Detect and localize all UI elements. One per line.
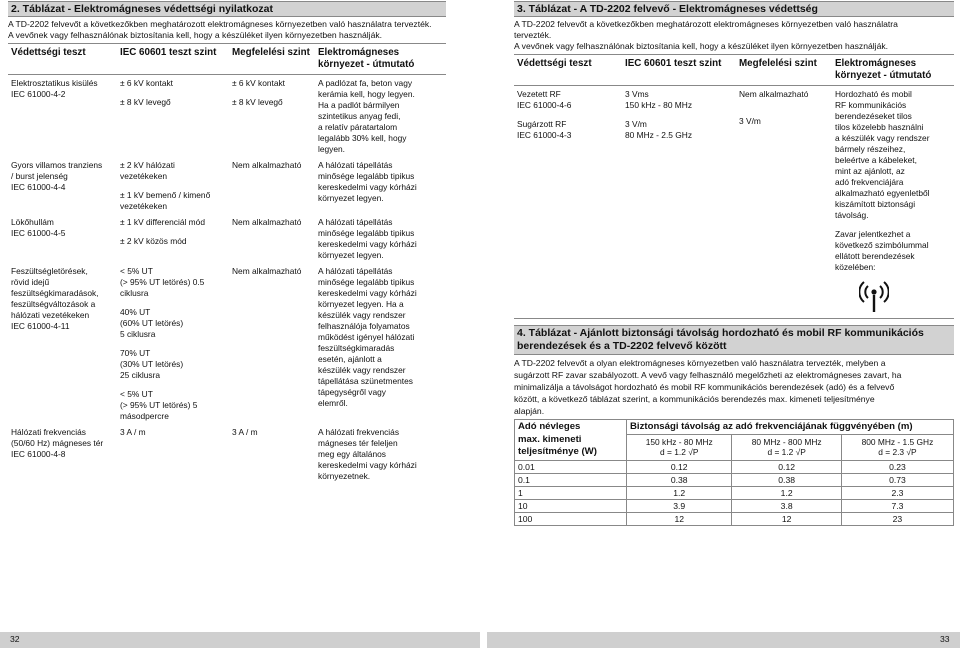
- text-line: ± 2 kV közös mód: [120, 236, 187, 246]
- cell-test: [8, 75, 117, 158]
- footer-bar: [487, 632, 960, 648]
- text-line: Vezetett RF: [517, 89, 561, 99]
- text-line: szintetikus anyag fedi,: [318, 111, 401, 121]
- band-header: [841, 434, 953, 460]
- text-line: Nem alkalmazható: [232, 217, 302, 227]
- header-compliance: Megfelelési szint: [229, 44, 315, 75]
- header-test: Védettségi teszt: [514, 55, 622, 86]
- text-line: 25 ciklusra: [120, 370, 161, 380]
- table3-title: 3. Táblázat - A TD-2202 felvevő - Elektromágneses védettség: [514, 1, 954, 17]
- text-line: kereskedelmi vagy kórházi: [318, 182, 417, 192]
- text-line: alkalmazható egyenletből: [835, 188, 930, 198]
- distance-table: [514, 419, 954, 526]
- right-page: [514, 0, 954, 648]
- text-line: 3 V/m: [739, 116, 761, 126]
- distance-cell: 3.9: [627, 499, 732, 512]
- band-formula: d = 2.3 √P: [878, 447, 917, 458]
- text-line: Zavar jelentkezhet a: [835, 229, 911, 239]
- text-line: 3 A / m: [120, 427, 146, 437]
- text-line: ± 6 kV kontakt: [232, 78, 286, 88]
- text-line: legalább 30% kell, hogy: [318, 133, 407, 143]
- text-line: RF kommunikációs: [835, 100, 907, 110]
- text-line: [120, 228, 226, 236]
- text-line: berendezéseket tilos: [835, 111, 912, 121]
- power-cell: 1: [515, 486, 627, 499]
- table-row: [515, 486, 954, 499]
- text-line: minősége legalább tipikus: [318, 228, 415, 238]
- text-line: IEC 61000-4-5: [11, 228, 66, 238]
- table-row: [515, 460, 954, 473]
- text-line: ± 2 kV hálózati: [120, 160, 175, 170]
- text-line: ± 8 kV levegő: [120, 97, 171, 107]
- header-compliance: Megfelelési szint: [736, 55, 832, 86]
- band-formula: d = 1.2 √P: [660, 447, 699, 458]
- text-line: IEC 61000-4-8: [11, 449, 66, 459]
- text-line: készülék vagy rendszer: [318, 310, 406, 320]
- text-line: Feszültségletörések,: [11, 266, 88, 276]
- text-line: környezet legyen. Ha a: [318, 299, 404, 309]
- text-line: 3 V/m: [625, 119, 647, 129]
- text-line: vezetékeken: [120, 201, 168, 211]
- text-line: Lökőhullám: [11, 217, 54, 227]
- table-row: [8, 75, 446, 158]
- intro-line: alapján.: [514, 406, 545, 416]
- distance-cell: 3.8: [732, 499, 841, 512]
- page-number: 32: [10, 634, 20, 644]
- text-line: kereskedelmi vagy kórházi: [318, 288, 417, 298]
- text-line: / burst jelenség: [11, 171, 68, 181]
- header-line: max. kimeneti: [518, 433, 582, 445]
- distance-cell: 23: [841, 512, 953, 525]
- power-cell: 10: [515, 499, 627, 512]
- text-line: ± 6 kV kontakt: [120, 78, 174, 88]
- table-row: [515, 512, 954, 525]
- cell-test: [8, 157, 117, 214]
- intro-line: A vevőnek vagy felhasználónak biztosítania kell, hogy a készüléket ilyen környezetben használják.: [8, 30, 383, 40]
- band-header: [627, 434, 732, 460]
- text-line: környezet legyen.: [318, 250, 384, 260]
- table-row: [8, 214, 446, 263]
- intro-line: sugárzott RF zavar szabályozott. A vevő vagy felhasználó megelőzheti az elektromágneses zavart, ha: [514, 370, 902, 380]
- text-line: környezetnek.: [318, 471, 371, 481]
- text-line: [625, 111, 733, 119]
- table2-title: 2. Táblázat - Elektromágneses védettségi nyilatkozat: [8, 1, 446, 17]
- text-line: hálózati vezetékeken: [11, 310, 90, 320]
- distance-cell: 0.12: [732, 460, 841, 473]
- header-iec-level: IEC 60601 teszt szint: [117, 44, 229, 75]
- text-line: másodpercre: [120, 411, 169, 421]
- cell-iec: [117, 75, 229, 158]
- text-line: < 5% UT: [120, 266, 153, 276]
- text-line: IEC 61000-4-11: [11, 321, 70, 331]
- intro-line: A TD-2202 felvevőt a következőkben meghatározott elektromágneses környezetben való használatra tervezték.: [8, 19, 432, 29]
- cell-env: [315, 263, 446, 424]
- text-line: A hálózati tápellátás: [318, 160, 393, 170]
- distance-cell: 0.38: [627, 473, 732, 486]
- text-line: működést igényel hálózati: [318, 332, 415, 342]
- text-line: kereskedelmi vagy kórházi: [318, 460, 417, 470]
- text-line: a készülék vagy rendszer: [835, 133, 930, 143]
- text-line: 3 A / m: [232, 427, 258, 437]
- text-line: [120, 340, 226, 348]
- title-line: 4. Táblázat - Ajánlott biztonsági távolság hordozható és mobil RF kommunikációs: [517, 327, 924, 339]
- table2-intro: [8, 19, 446, 44]
- rf-compliance-cell: [736, 86, 832, 319]
- text-line: környezet legyen.: [318, 193, 384, 203]
- intro-line: minimalizálja a távolságot hordozható és mobil RF kommunikációs berendezések (adó) és a felvevő: [514, 382, 895, 392]
- band-label: 800 MHz - 1.5 GHz: [861, 436, 934, 447]
- text-line: minősége legalább tipikus: [318, 277, 415, 287]
- cell-iec: [117, 424, 229, 484]
- text-line: Nem alkalmazható: [232, 160, 302, 170]
- cell-comp: [229, 214, 315, 263]
- power-cell: 100: [515, 512, 627, 525]
- band-label: 150 kHz - 80 MHz: [645, 436, 713, 447]
- text-line: kerámia kell, hogy legyen.: [318, 89, 415, 99]
- text-line: (> 95% UT letörés) 0.5: [120, 277, 205, 287]
- text-line: A hálózati frekvenciás: [318, 427, 400, 437]
- text-line: Nem alkalmazható: [232, 266, 302, 276]
- rf-iec-cell: [622, 86, 736, 319]
- band-label: 80 MHz - 800 MHz: [751, 436, 822, 447]
- text-line: minősége legalább tipikus: [318, 171, 415, 181]
- distance-header: Biztonsági távolság az adó frekvenciájának függvényében (m): [627, 420, 954, 435]
- text-line: [120, 381, 226, 389]
- band-formula: d = 1.2 √P: [767, 447, 806, 458]
- distance-cell: 1.2: [627, 486, 732, 499]
- distance-cell: 2.3: [841, 486, 953, 499]
- text-line: [120, 299, 226, 307]
- text-line: Hordozható és mobil: [835, 89, 912, 99]
- title-line: berendezések és a TD-2202 felvevő között: [517, 340, 727, 352]
- text-line: Elektrosztatikus kisülés: [11, 78, 98, 88]
- header-environment: Elektromágneses környezet - útmutató: [832, 55, 954, 86]
- rf-environment-cell: [832, 86, 954, 319]
- text-line: A padlózat fa, beton vagy: [318, 78, 413, 88]
- text-line: IEC 61000-4-6: [517, 100, 572, 110]
- distance-cell: 12: [627, 512, 732, 525]
- distance-cell: 12: [732, 512, 841, 525]
- table4-intro: [514, 357, 954, 417]
- text-line: [739, 108, 829, 116]
- environment-text: [835, 89, 951, 221]
- environment-text: [835, 229, 951, 273]
- distance-cell: 0.23: [841, 460, 953, 473]
- cell-env: [315, 214, 446, 263]
- text-line: (50/60 Hz) mágneses tér: [11, 438, 104, 448]
- cell-test: [8, 214, 117, 263]
- intro-line: A TD-2202 felvevőt a következőkben meghatározott elektromágneses környezetben való használatra: [514, 19, 898, 29]
- text-line: tápellátása szünetmentes: [318, 376, 413, 386]
- band-header: [732, 434, 841, 460]
- distance-cell: 0.73: [841, 473, 953, 486]
- cell-comp: [229, 75, 315, 158]
- text-line: A hálózati tápellátás: [318, 266, 393, 276]
- text-line: (> 95% UT letörés) 5: [120, 400, 198, 410]
- cell-env: [315, 157, 446, 214]
- text-line: tápegységről vagy: [318, 387, 386, 397]
- text-line: feszültségváltozások a: [11, 299, 96, 309]
- text-line: feszültségkimaradások,: [11, 288, 99, 298]
- distance-table-body: [515, 460, 954, 525]
- text-line: legyen.: [318, 144, 346, 154]
- header-test: Védettségi teszt: [8, 44, 117, 75]
- text-line: feszültségkimaradás: [318, 343, 395, 353]
- table-row: [8, 263, 446, 424]
- cell-iec: [117, 157, 229, 214]
- header-line: teljesítménye (W): [518, 446, 597, 457]
- text-line: ± 1 kV differenciál mód: [120, 217, 205, 227]
- text-line: bármely részeihez,: [835, 144, 906, 154]
- cell-comp: [229, 424, 315, 484]
- header-environment: Elektromágneses környezet - útmutató: [315, 44, 446, 75]
- text-line: tilos közelebb használni: [835, 122, 924, 132]
- text-line: (60% UT letörés): [120, 318, 184, 328]
- text-line: felhasználója folyamatos: [318, 321, 410, 331]
- distance-cell: 7.3: [841, 499, 953, 512]
- text-line: [120, 89, 226, 97]
- distance-cell: 0.12: [627, 460, 732, 473]
- cell-test: [8, 263, 117, 424]
- intro-line: A TD-2202 felvevőt a olyan elektromágneses környezetben való használatra tervezték, melyben a: [514, 358, 886, 368]
- left-page: [8, 0, 446, 648]
- power-cell: 0.01: [515, 460, 627, 473]
- table-row: [515, 499, 954, 512]
- text-line: készülék vagy rendszer: [318, 365, 406, 375]
- text-line: IEC 61000-4-3: [517, 130, 572, 140]
- table-row: [8, 157, 446, 214]
- text-line: Hálózati frekvenciás: [11, 427, 86, 437]
- text-line: beleértve a kábeleket,: [835, 155, 917, 165]
- power-cell: 0.1: [515, 473, 627, 486]
- text-line: mint az ajánlott, az: [835, 166, 905, 176]
- cell-comp: [229, 263, 315, 424]
- cell-env: [315, 424, 446, 484]
- header-line: Adó névleges: [518, 421, 581, 432]
- cell-env: [315, 75, 446, 158]
- text-line: A hálózati tápellátás: [318, 217, 393, 227]
- text-line: ciklusra: [120, 288, 149, 298]
- text-line: Sugárzott RF: [517, 119, 567, 129]
- text-line: mágneses tér feleljen: [318, 438, 398, 448]
- cell-iec: [117, 214, 229, 263]
- text-line: (30% UT letörés): [120, 359, 184, 369]
- power-header: [515, 420, 627, 461]
- text-line: meg egy általános: [318, 449, 386, 459]
- intro-line: között, a következő táblázat szerint, a kommunikációs berendezés max. kimeneti teljesítménye: [514, 394, 875, 404]
- text-line: Gyors villamos tranziens: [11, 160, 103, 170]
- text-line: IEC 61000-4-4: [11, 182, 66, 192]
- distance-cell: 1.2: [732, 486, 841, 499]
- text-line: esetén, ajánlott a: [318, 354, 382, 364]
- non-ionizing-radiation-icon: [859, 279, 951, 316]
- text-line: < 5% UT: [120, 389, 153, 399]
- text-line: rövid idejű: [11, 277, 50, 287]
- page-number: 33: [940, 634, 950, 644]
- rf-immunity-table: [514, 55, 954, 319]
- text-line: kereskedelmi vagy kórházi: [318, 239, 417, 249]
- table-row: [515, 473, 954, 486]
- table-row: [8, 424, 446, 484]
- text-line: közelében:: [835, 262, 876, 272]
- cell-iec: [117, 263, 229, 424]
- text-line: [517, 111, 619, 119]
- text-line: 70% UT: [120, 348, 151, 358]
- text-line: [120, 182, 226, 190]
- text-line: [739, 100, 829, 108]
- text-line: vezetékeken: [120, 171, 168, 181]
- text-line: 5 ciklusra: [120, 329, 156, 339]
- text-line: távolság.: [835, 210, 869, 220]
- text-line: 80 MHz - 2.5 GHz: [625, 130, 693, 140]
- intro-line: A vevőnek vagy felhasználónak biztosítania kell, hogy a készüléket ilyen környezetben használják.: [514, 41, 889, 51]
- header-iec-level: IEC 60601 teszt szint: [622, 55, 736, 86]
- text-line: Nem alkalmazható: [739, 89, 809, 99]
- text-line: Ha a padlót bármilyen: [318, 100, 400, 110]
- text-line: következő szimbólummal: [835, 240, 929, 250]
- text-line: adó frekvenciájára: [835, 177, 904, 187]
- text-line: IEC 61000-4-2: [11, 89, 66, 99]
- rf-test-cell: [514, 86, 622, 319]
- footer-bar: [0, 632, 480, 648]
- text-line: 3 Vms: [625, 89, 649, 99]
- immunity-table-body: [8, 75, 446, 485]
- text-line: a relatív páratartalom: [318, 122, 398, 132]
- text-line: ± 1 kV bemenő / kimenő: [120, 190, 211, 200]
- text-line: elemről.: [318, 398, 348, 408]
- intro-line: tervezték.: [514, 30, 552, 40]
- immunity-table: [8, 44, 446, 484]
- text-line: kiszámított biztonsági: [835, 199, 916, 209]
- table3-intro: [514, 19, 954, 55]
- cell-comp: [229, 157, 315, 214]
- cell-test: [8, 424, 117, 484]
- text-line: ± 8 kV levegő: [232, 97, 283, 107]
- text-line: ellátott berendezések: [835, 251, 915, 261]
- text-line: 40% UT: [120, 307, 151, 317]
- text-line: [232, 89, 312, 97]
- text-line: 150 kHz - 80 MHz: [625, 100, 693, 110]
- distance-cell: 0.38: [732, 473, 841, 486]
- table4-title: [514, 325, 954, 355]
